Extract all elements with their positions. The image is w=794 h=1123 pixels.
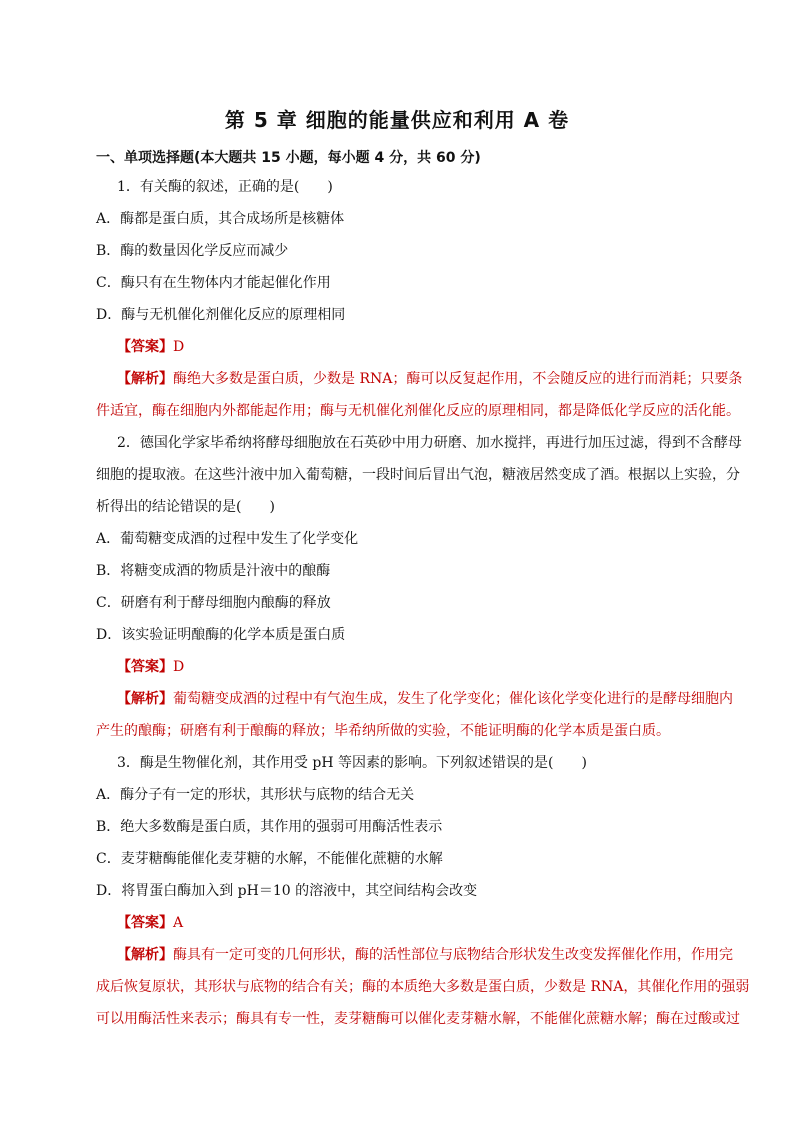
q3-analysis-line-3: 可以用酶活性来表示；酶具有专一性，麦芽糖酶可以催化麦芽糖水解，不能催化蔗糖水解；酶在过酸或过 (96, 1011, 740, 1027)
q1-analysis-line-2: 件适宜，酶在细胞内外都能起作用；酶与无机催化剂催化反应的原理相同，都是降低化学反应的活化能。 (96, 403, 740, 419)
q2-stem-line-3: 析得出的结论错误的是( ) (96, 499, 275, 515)
q3-stem: 3．酶是生物催化剂，其作用受 pH 等因素的影响。下列叙述错误的是( ) (117, 755, 587, 771)
answer-tag: 【答案】 (117, 915, 173, 931)
q3-answer (117, 913, 183, 933)
page-title: 第 5 章 细胞的能量供应和利用 A 卷 (224, 108, 570, 132)
answer-value: A (173, 915, 184, 931)
answer-tag: 【答案】 (117, 339, 173, 355)
answer-tag: 【答案】 (117, 659, 173, 675)
q1-option-a: A．酶都是蛋白质，其合成场所是核糖体 (96, 211, 345, 227)
q1-analysis-line-1 (117, 369, 742, 389)
analysis-tag: 【解析】 (117, 947, 173, 963)
answer-value: D (173, 659, 185, 675)
q3-option-c: C．麦芽糖酶能催化麦芽糖的水解，不能催化蔗糖的水解 (96, 851, 443, 867)
section-heading: 一、单项选择题(本大题共 15 小题，每小题 4 分，共 60 分) (96, 150, 481, 166)
q3-option-a: A．酶分子有一定的形状，其形状与底物的结合无关 (96, 787, 415, 803)
q2-answer (117, 657, 184, 677)
q3-option-d: D．将胃蛋白酶加入到 pH＝10 的溶液中，其空间结构会改变 (96, 883, 478, 899)
analysis-tag: 【解析】 (117, 371, 173, 387)
q1-option-c: C．酶只有在生物体内才能起催化作用 (96, 275, 331, 291)
q2-option-b: B．将糖变成酒的物质是汁液中的酿酶 (96, 563, 331, 579)
q1-option-d: D．酶与无机催化剂催化反应的原理相同 (96, 307, 346, 323)
q2-option-c: C．研磨有利于酵母细胞内酿酶的释放 (96, 595, 331, 611)
analysis-text: 酶具有一定可变的几何形状，酶的活性部位与底物结合形状发生改变发挥催化作用，作用完 (173, 947, 733, 963)
q3-analysis-line-2: 成后恢复原状，其形状与底物的结合有关；酶的本质绝大多数是蛋白质，少数是 RNA，其催化作用的强弱 (96, 979, 750, 995)
analysis-text: 葡萄糖变成酒的过程中有气泡生成，发生了化学变化；催化该化学变化进行的是酵母细胞内 (173, 691, 733, 707)
q2-option-a: A．葡萄糖变成酒的过程中发生了化学变化 (96, 531, 359, 547)
answer-value: D (173, 339, 185, 355)
q1-stem: 1．有关酶的叙述，正确的是( ) (117, 179, 333, 195)
q2-stem-line-2: 细胞的提取液。在这些汁液中加入葡萄糖，一段时间后冒出气泡，糖液居然变成了酒。根据以上实验，分 (96, 467, 740, 483)
q2-analysis-line-2: 产生的酿酶；研磨有利于酿酶的释放；毕希纳所做的实验，不能证明酶的化学本质是蛋白质。 (96, 723, 670, 739)
q3-analysis-line-1 (117, 945, 733, 965)
q2-stem-line-1: 2．德国化学家毕希纳将酵母细胞放在石英砂中用力研磨、加水搅拌，再进行加压过滤，得到不含酵母 (117, 435, 742, 451)
q1-option-b: B．酶的数量因化学反应而减少 (96, 243, 289, 259)
q2-option-d: D．该实验证明酿酶的化学本质是蛋白质 (96, 627, 346, 643)
analysis-tag: 【解析】 (117, 691, 173, 707)
q2-analysis-line-1 (117, 689, 733, 709)
q3-option-b: B．绝大多数酶是蛋白质，其作用的强弱可用酶活性表示 (96, 819, 443, 835)
q1-answer (117, 337, 184, 357)
analysis-text: 酶绝大多数是蛋白质，少数是 RNA；酶可以反复起作用，不会随反应的进行而消耗；只要条 (173, 371, 743, 387)
